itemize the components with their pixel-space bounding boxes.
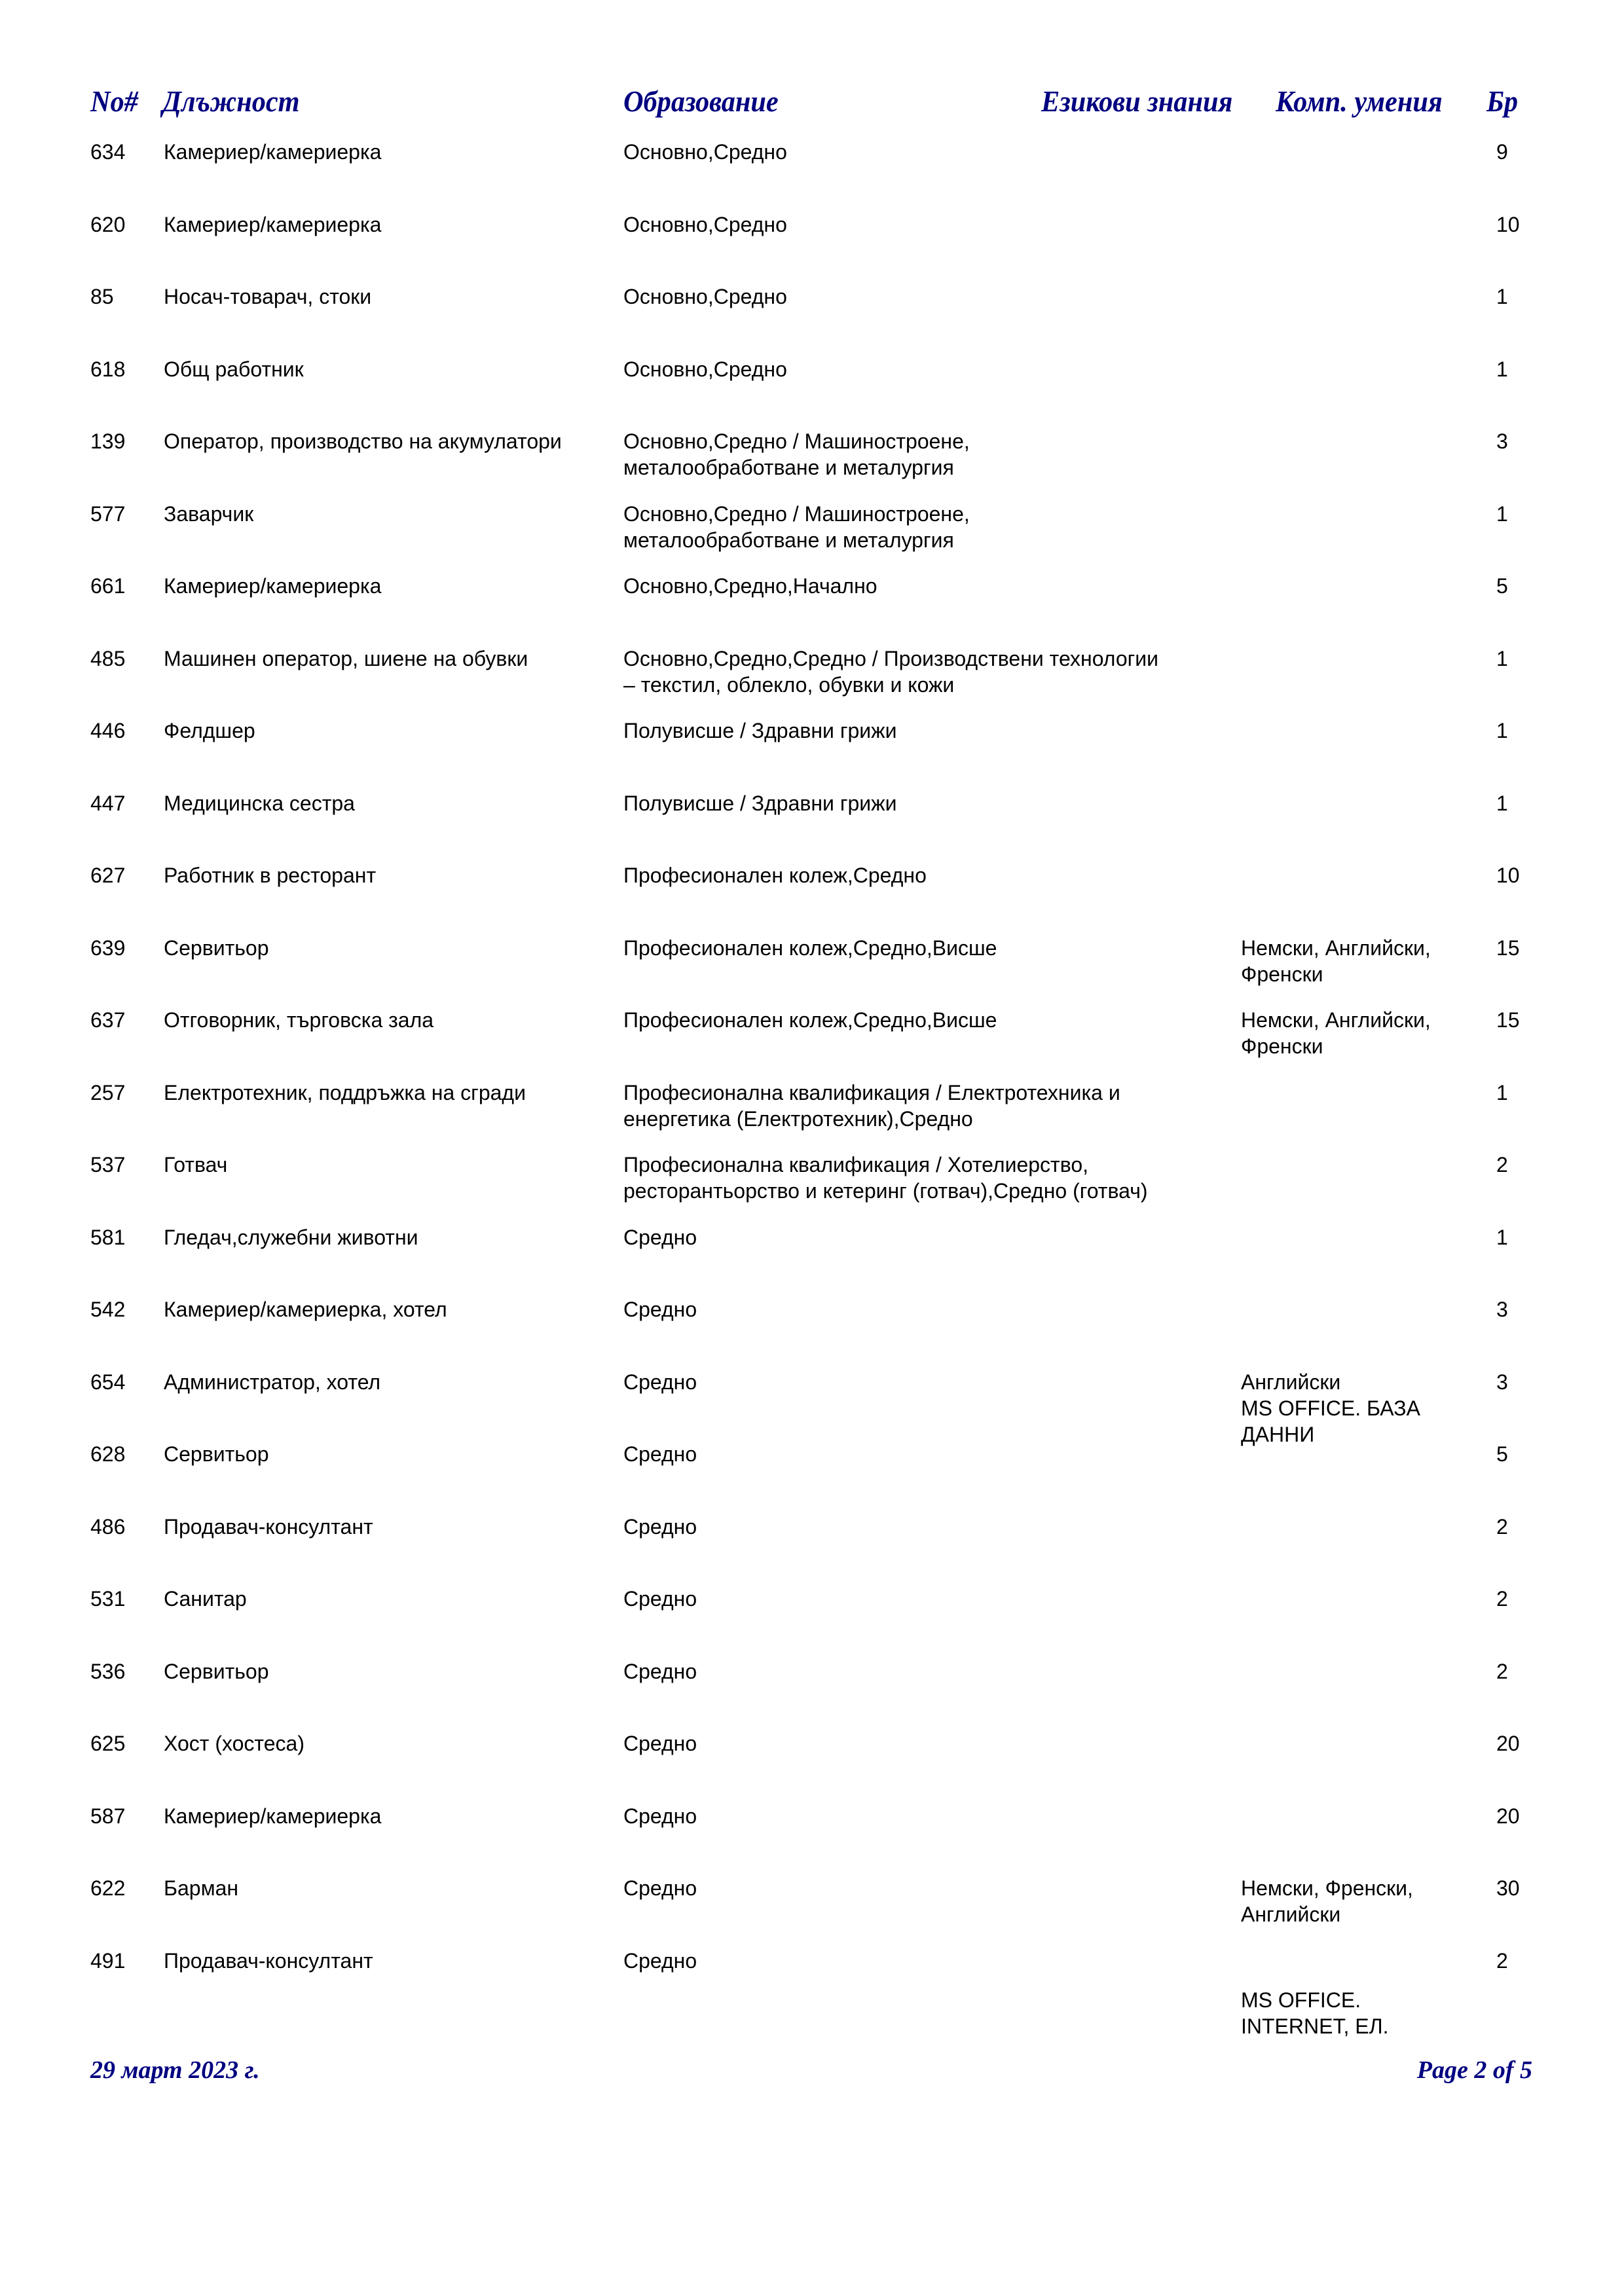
cell-no: 637 bbox=[90, 1008, 126, 1032]
cell-position: Работник в ресторант bbox=[164, 864, 377, 887]
cell-computer: MS OFFICE. БАЗА ДАННИ bbox=[1241, 1396, 1420, 1446]
cell-position: Продавач-консултант bbox=[164, 1948, 373, 1973]
cell-count: 10 bbox=[1496, 212, 1520, 236]
cell-position: Сервитьор bbox=[164, 1659, 269, 1683]
cell-no: 486 bbox=[90, 1514, 126, 1539]
footer-date: 29 март 2023 г. bbox=[90, 2056, 260, 2084]
cell-position: Камериер/камериерка bbox=[164, 1804, 382, 1828]
cell-position: Сервитьор bbox=[164, 1442, 269, 1466]
cell-position: Барман bbox=[164, 1876, 239, 1900]
cell-count: 1 bbox=[1496, 501, 1508, 526]
cell-education: Професионален колеж,Средно bbox=[623, 864, 927, 887]
cell-education: Средно bbox=[623, 1370, 697, 1394]
cell-education: Средно bbox=[623, 1732, 697, 1755]
cell-count: 10 bbox=[1496, 864, 1520, 887]
cell-position: Администратор, хотел bbox=[164, 1370, 381, 1394]
cell-count: 15 bbox=[1496, 1008, 1520, 1032]
cell-no: 485 bbox=[90, 646, 126, 670]
cell-languages: Немски, Френски, Английски bbox=[1241, 1876, 1413, 1926]
cell-no: 85 bbox=[90, 285, 114, 308]
cell-position: Камериер/камериерка bbox=[164, 574, 382, 598]
cell-no: 639 bbox=[90, 936, 126, 960]
cell-count: 1 bbox=[1496, 791, 1508, 815]
cell-position: Готвач bbox=[164, 1153, 228, 1176]
cell-count: 20 bbox=[1496, 1732, 1520, 1755]
cell-count: 3 bbox=[1496, 1370, 1508, 1394]
cell-education: Основно,Средно / Машиностроене, металообработване и металургия bbox=[623, 501, 970, 552]
cell-education: Професионален колеж,Средно,Висше bbox=[623, 936, 997, 960]
cell-position: Камериер/камериерка, хотел bbox=[164, 1298, 447, 1321]
cell-count: 1 bbox=[1496, 646, 1508, 670]
cell-count: 2 bbox=[1496, 1153, 1508, 1176]
cell-no: 661 bbox=[90, 574, 126, 598]
cell-count: 15 bbox=[1496, 936, 1520, 960]
cell-no: 634 bbox=[90, 140, 126, 164]
cell-position: Хост (хостеса) bbox=[164, 1732, 304, 1755]
cell-languages: Немски, Английски, Френски bbox=[1241, 1008, 1431, 1058]
cell-no: 491 bbox=[90, 1948, 126, 1973]
cell-count: 1 bbox=[1496, 1225, 1508, 1249]
cell-no: 537 bbox=[90, 1153, 126, 1176]
cell-position: Машинен оператор, шиене на обувки bbox=[164, 646, 528, 670]
cell-education: Основно,Средно bbox=[623, 140, 787, 164]
cell-education: Основно,Средно / Машиностроене, металообработване и металургия bbox=[623, 429, 970, 479]
cell-count: 30 bbox=[1496, 1876, 1520, 1900]
cell-no: 542 bbox=[90, 1298, 126, 1321]
cell-position: Камериер/камериерка bbox=[164, 140, 382, 164]
header-languages: Езикови знания bbox=[1041, 84, 1233, 118]
header-computer: Комп. умения bbox=[1276, 84, 1443, 118]
cell-count: 3 bbox=[1496, 429, 1508, 453]
cell-education: Професионална квалификация / Електротехника и енергетика (Електротехник),Средно bbox=[623, 1080, 1120, 1131]
header-position: Длъжност bbox=[162, 84, 300, 118]
cell-no: 139 bbox=[90, 429, 126, 453]
cell-education: Средно bbox=[623, 1514, 697, 1539]
cell-education: Професионална квалификация / Хотелиерство, ресторантьорство и кетеринг (готвач),Средно (готвач) bbox=[623, 1153, 1148, 1203]
cell-education: Полувисше / Здравни грижи bbox=[623, 719, 897, 742]
cell-no: 622 bbox=[90, 1876, 126, 1900]
cell-education: Средно bbox=[623, 1442, 697, 1466]
cell-count: 5 bbox=[1496, 574, 1508, 598]
cell-no: 618 bbox=[90, 357, 126, 381]
cell-no: 581 bbox=[90, 1225, 126, 1249]
cell-education: Основно,Средно,Средно / Производствени технологии – текстил, облекло, обувки и кожи bbox=[623, 646, 1159, 697]
cell-education: Професионален колеж,Средно,Висше bbox=[623, 1008, 997, 1032]
header-count: Бр bbox=[1486, 84, 1519, 118]
cell-no: 587 bbox=[90, 1804, 126, 1828]
cell-position: Продавач-консултант bbox=[164, 1514, 373, 1539]
cell-position: Камериер/камериерка bbox=[164, 212, 382, 236]
cell-count: 20 bbox=[1496, 1804, 1520, 1828]
cell-no: 531 bbox=[90, 1587, 126, 1611]
cell-position: Оператор, производство на акумулатори bbox=[164, 429, 562, 453]
cell-education: Средно bbox=[623, 1876, 697, 1900]
cell-education: Основно,Средно bbox=[623, 285, 787, 308]
cell-count: 9 bbox=[1496, 140, 1508, 164]
cell-no: 654 bbox=[90, 1370, 126, 1394]
cell-position: Медицинска сестра bbox=[164, 791, 355, 815]
cell-languages: Английски bbox=[1241, 1370, 1341, 1394]
cell-no: 446 bbox=[90, 719, 126, 742]
cell-count: 3 bbox=[1496, 1298, 1508, 1321]
cell-position: Санитар bbox=[164, 1587, 247, 1611]
cell-position: Носач-товарач, стоки bbox=[164, 285, 372, 308]
cell-position: Сервитьор bbox=[164, 936, 269, 960]
cell-no: 447 bbox=[90, 791, 126, 815]
cell-no: 627 bbox=[90, 864, 126, 887]
cell-count: 1 bbox=[1496, 357, 1508, 381]
cell-count: 2 bbox=[1496, 1948, 1508, 1973]
cell-education: Средно bbox=[623, 1948, 697, 1973]
cell-no: 625 bbox=[90, 1732, 126, 1755]
cell-count: 5 bbox=[1496, 1442, 1508, 1466]
cell-count: 2 bbox=[1496, 1587, 1508, 1611]
cell-position: Фелдшер bbox=[164, 719, 255, 742]
header-education: Образование bbox=[623, 84, 779, 118]
cell-no: 257 bbox=[90, 1080, 126, 1104]
cell-no: 577 bbox=[90, 501, 126, 526]
cell-computer: MS OFFICE. INTERNET, ЕЛ. bbox=[1241, 1988, 1389, 2038]
cell-no: 536 bbox=[90, 1659, 126, 1683]
cell-position: Заварчик bbox=[164, 501, 254, 526]
cell-position: Гледач,служебни животни bbox=[164, 1225, 418, 1249]
cell-count: 1 bbox=[1496, 285, 1508, 308]
cell-position: Отговорник, търговска зала bbox=[164, 1008, 434, 1032]
cell-no: 628 bbox=[90, 1442, 126, 1466]
cell-education: Основно,Средно,Начално bbox=[623, 574, 877, 598]
header-no: No# bbox=[90, 84, 138, 118]
cell-count: 2 bbox=[1496, 1514, 1508, 1539]
cell-education: Средно bbox=[623, 1804, 697, 1828]
cell-no: 620 bbox=[90, 212, 126, 236]
footer-page-number: Page 2 of 5 bbox=[1416, 2056, 1532, 2084]
cell-education: Полувисше / Здравни грижи bbox=[623, 791, 897, 815]
cell-count: 1 bbox=[1496, 719, 1508, 742]
cell-education: Средно bbox=[623, 1225, 697, 1249]
cell-education: Основно,Средно bbox=[623, 212, 787, 236]
cell-count: 2 bbox=[1496, 1659, 1508, 1683]
cell-education: Средно bbox=[623, 1587, 697, 1611]
cell-position: Общ работник bbox=[164, 357, 304, 381]
cell-education: Средно bbox=[623, 1659, 697, 1683]
cell-education: Основно,Средно bbox=[623, 357, 787, 381]
cell-position: Електротехник, поддръжка на сгради bbox=[164, 1080, 526, 1104]
cell-education: Средно bbox=[623, 1298, 697, 1321]
cell-languages: Немски, Английски, Френски bbox=[1241, 936, 1431, 986]
cell-count: 1 bbox=[1496, 1080, 1508, 1104]
